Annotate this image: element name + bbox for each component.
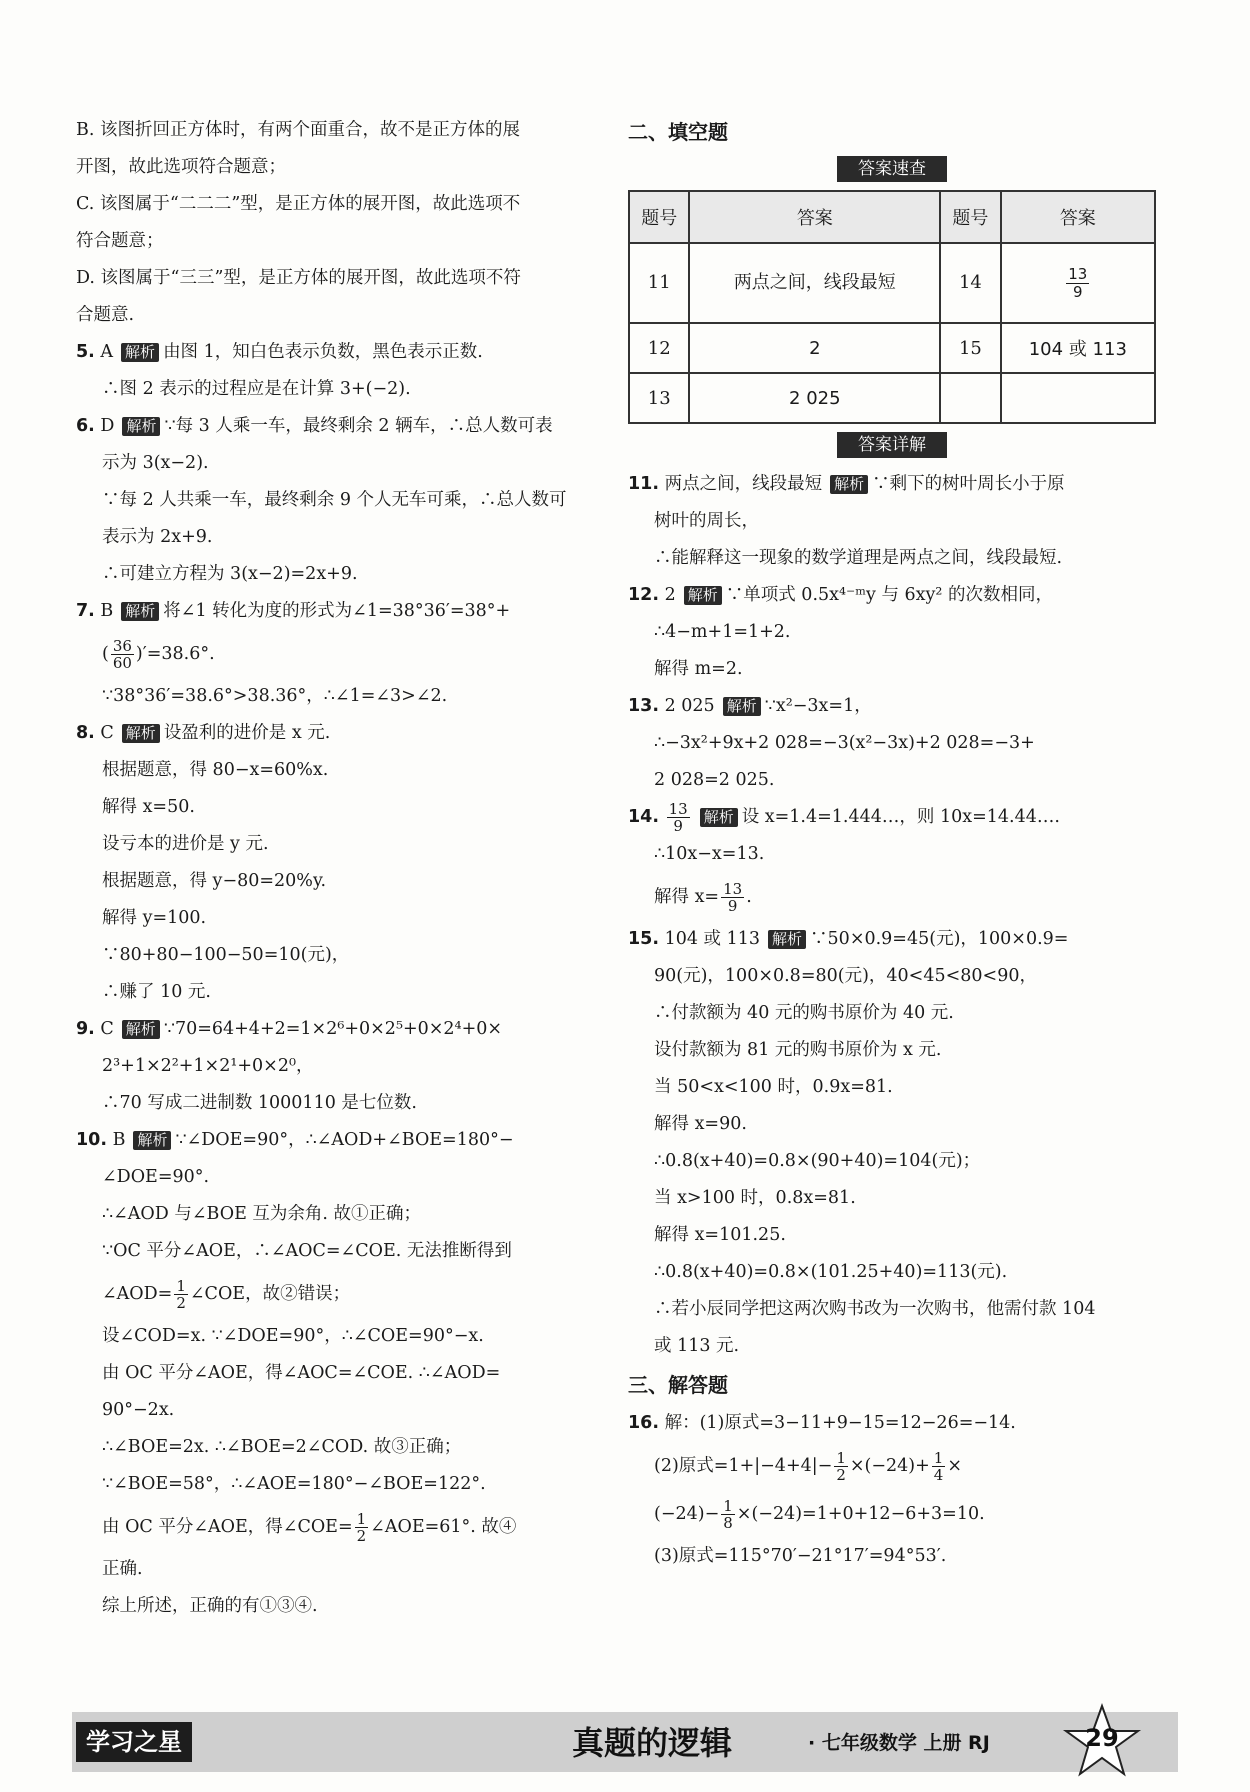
cell-number: 13	[629, 373, 689, 423]
section-answer-heading: 三、解答题	[628, 1373, 728, 1397]
line-text: 树叶的周长，	[654, 511, 759, 531]
fraction: $\frac{36}{60}$	[112, 636, 132, 672]
fraction: $\frac{1}{2}$	[836, 1448, 846, 1484]
solution-line	[628, 1106, 1156, 1143]
solution-line	[628, 614, 1156, 651]
analysis-tag: 解析	[133, 1131, 171, 1150]
solution-line	[76, 1392, 606, 1429]
line-text: ∴0.8(x+40)=0.8×(101.25+40)=113(元).	[654, 1262, 1008, 1282]
line-text: B. 该图折回正方体时，有两个面重合，故不是正方体的展	[76, 120, 520, 140]
footer-slogan: 真题的逻辑	[572, 1724, 733, 1762]
line-text: 解得 x=90.	[654, 1114, 747, 1134]
item-number: 11.	[628, 474, 660, 494]
solution-line	[628, 540, 1156, 577]
line-text: 解：(1)原式=3−11+9−15=12−26=−14.	[664, 1413, 1016, 1433]
solution-line	[76, 149, 606, 186]
line-text: ∴付款额为 40 元的购书原价为 40 元.	[654, 1003, 954, 1023]
solution-line	[628, 958, 1156, 995]
line-text: ∠AOD= $\frac{1}{2}$ ∠COE，故②错误；	[102, 1276, 351, 1312]
line-text: 表示为 2x+9.	[102, 527, 213, 547]
line-text: (2)原式=1+|−4+4|− $\frac{1}{2}$ ×(−24)+ $\frac{1}{4}$ ×	[654, 1448, 962, 1484]
item-answer: 2 025	[664, 696, 715, 716]
line-text: 合题意.	[76, 305, 135, 325]
solution-line	[76, 1355, 606, 1392]
answer-table	[628, 190, 1156, 424]
solution-item-start	[76, 715, 606, 752]
line-text: 解得 x= $\frac{13}{9}$ .	[654, 879, 752, 915]
solution-line	[76, 556, 606, 593]
cell-number: 15	[940, 323, 1000, 373]
line-text: 2³+1×2²+1×2¹+0×2⁰，	[102, 1056, 314, 1076]
solution-line	[76, 1466, 606, 1503]
analysis-tag: 解析	[121, 343, 159, 362]
cell-number: 11	[629, 243, 689, 323]
solution-line	[628, 762, 1156, 799]
item-number: 9.	[76, 1019, 95, 1039]
line-text: 解得 m=2.	[654, 659, 743, 679]
line-text: 或 113 元.	[654, 1336, 740, 1356]
line-text: 解得 y=100.	[102, 908, 207, 928]
solution-line	[76, 1588, 606, 1625]
solution-line	[76, 630, 606, 678]
item-number: 5.	[76, 342, 95, 362]
cell-answer: 104 或 113	[1001, 323, 1155, 373]
line-text: ∴4−m+1=1+2.	[654, 622, 791, 642]
analysis-tag: 解析	[700, 808, 738, 827]
solution-line	[628, 1328, 1156, 1365]
item-number: 7.	[76, 601, 95, 621]
analysis-tag: 解析	[768, 930, 806, 949]
item-number: 6.	[76, 416, 95, 436]
line-text: ∴能解释这一现象的数学道理是两点之间，线段最短.	[654, 548, 1063, 568]
solution-item-start	[628, 1405, 1156, 1442]
cell-number: 12	[629, 323, 689, 373]
line-text: 解得 x=50.	[102, 797, 195, 817]
solution-line	[628, 1291, 1156, 1328]
solution-line	[76, 1196, 606, 1233]
page-number: 29	[1085, 1724, 1119, 1752]
item-number: 15.	[628, 929, 660, 949]
line-text: ∴10x−x=13.	[654, 844, 765, 864]
header-number-2: 题号	[940, 191, 1000, 243]
analysis-tag: 解析	[122, 417, 160, 436]
solution-line	[76, 297, 606, 334]
cell-answer: 2	[689, 323, 940, 373]
analysis-tag: 解析	[121, 602, 159, 621]
line-text: ∵单项式 0.5x⁴⁻ᵐy 与 6xy² 的次数相同，	[725, 585, 1053, 605]
cell-answer	[1001, 373, 1155, 423]
line-text: ∵x²−3x=1，	[764, 696, 872, 716]
solution-item-start	[76, 1122, 606, 1159]
solution-line	[628, 1143, 1156, 1180]
line-text: 当 x>100 时，0.8x=81.	[654, 1188, 856, 1208]
solution-item-start	[628, 688, 1156, 725]
solution-line	[76, 1233, 606, 1270]
solution-line	[76, 752, 606, 789]
solution-item-start	[628, 799, 1156, 836]
solution-line	[76, 937, 606, 974]
solution-line	[76, 112, 606, 149]
item-number: 8.	[76, 723, 95, 743]
line-text: 2 028=2 025.	[654, 770, 775, 790]
line-text: 示为 3(x−2).	[102, 453, 209, 473]
line-text: 设付款额为 81 元的购书原价为 x 元.	[654, 1040, 942, 1060]
answer-quick-check-banner: 答案速查	[837, 156, 947, 182]
answer-table-row	[629, 373, 1155, 423]
answer-table-row	[629, 323, 1155, 373]
solution-line	[628, 651, 1156, 688]
solution-item-start	[76, 334, 606, 371]
answer-table-row	[629, 243, 1155, 323]
line-text: ∵38°36′=38.6°>38.36°，∴∠1=∠3>∠2.	[102, 686, 448, 706]
analysis-tag: 解析	[830, 475, 868, 494]
item-answer: B	[112, 1130, 126, 1150]
item-answer: D	[100, 416, 115, 436]
line-text: ∵80+80−100−50=10(元)，	[102, 945, 350, 965]
solution-line	[628, 1538, 1156, 1575]
item-number: 10.	[76, 1130, 108, 1150]
line-text: 由图 1，知白色表示负数，黑色表示正数.	[163, 342, 483, 362]
analysis-tag: 解析	[122, 724, 160, 743]
solution-line	[76, 1159, 606, 1196]
solution-line	[76, 186, 606, 223]
analysis-tag: 解析	[122, 1020, 160, 1039]
fill-blank-solutions	[628, 466, 1156, 1365]
line-text: ∵∠BOE=58°，∴∠AOE=180°−∠BOE=122°.	[102, 1474, 486, 1494]
item-answer: 104 或 113	[664, 929, 761, 949]
line-text: ∴70 写成二进制数 1000110 是七位数.	[102, 1093, 417, 1113]
solution-line	[76, 678, 606, 715]
line-text: 当 50<x<100 时，0.9x=81.	[654, 1077, 893, 1097]
line-text: ∵∠DOE=90°，∴∠AOD+∠BOE=180°−	[175, 1130, 514, 1150]
line-text: ∴0.8(x+40)=0.8×(90+40)=104(元)；	[654, 1151, 981, 1171]
item-number: 12.	[628, 585, 660, 605]
solution-line	[76, 826, 606, 863]
solution-line	[76, 482, 606, 519]
line-text: ∠DOE=90°.	[102, 1167, 210, 1187]
solution-item-start	[76, 408, 606, 445]
line-text: 综上所述，正确的有①③④.	[102, 1596, 318, 1616]
problem-16-solution	[628, 1405, 1156, 1575]
answer-table-header	[629, 191, 1155, 243]
item-number: 13.	[628, 696, 660, 716]
line-text: (−24)− $\frac{1}{8}$ ×(−24)=1+0+12−6+3=10.	[654, 1496, 985, 1532]
line-text: ∴∠AOD 与∠BOE 互为余角. 故①正确；	[102, 1204, 422, 1224]
line-text: 将∠1 转化为度的形式为∠1=38°36′=38°+	[163, 601, 511, 621]
solution-line	[76, 1318, 606, 1355]
line-text: 设∠COD=x. ∵∠DOE=90°，∴∠COE=90°−x.	[102, 1326, 484, 1346]
item-answer	[665, 799, 692, 835]
line-text: 90°−2x.	[102, 1400, 175, 1420]
header-answer-1: 答案	[689, 191, 940, 243]
solution-item-start	[628, 921, 1156, 958]
fraction: $\frac{1}{8}$	[723, 1496, 733, 1532]
fraction: $\frac{13}{9}$	[1068, 265, 1088, 301]
solution-line	[76, 260, 606, 297]
fraction: $\frac{13}{9}$	[723, 879, 743, 915]
solution-line	[76, 1551, 606, 1588]
line-text: 由 OC 平分∠AOE，得∠COE= $\frac{1}{2}$ ∠AOE=61°. 故④	[102, 1509, 517, 1545]
analysis-tag: 解析	[684, 586, 722, 605]
fraction: $\frac{1}{4}$	[933, 1448, 944, 1484]
line-text: ∵剩下的树叶周长小于原	[872, 474, 1065, 494]
solution-line	[628, 1254, 1156, 1291]
solution-line	[76, 223, 606, 260]
cell-number	[940, 373, 1000, 423]
item-number: 14.	[628, 807, 660, 827]
line-text: ∵每 3 人乘一车，最终剩余 2 辆车，∴总人数可表	[164, 416, 553, 436]
section-fill-blank-heading: 二、填空题	[628, 120, 728, 144]
solution-line	[76, 863, 606, 900]
item-answer: C	[100, 1019, 114, 1039]
item-number: 16.	[628, 1413, 660, 1433]
solution-line	[76, 371, 606, 408]
line-text: (3)原式=115°70′−21°17′=94°53′.	[654, 1546, 947, 1566]
line-text: ( $\frac{36}{60}$ )′=38.6°.	[102, 636, 215, 672]
line-text: ∵70=64+4+2=1×2⁶+0×2⁵+0×2⁴+0×	[163, 1019, 503, 1039]
solution-line	[628, 1180, 1156, 1217]
solution-line	[628, 1490, 1156, 1538]
book-title: · 七年级数学 上册 RJ	[808, 1732, 990, 1754]
solution-line	[628, 725, 1156, 762]
header-number-1: 题号	[629, 191, 689, 243]
line-text: D. 该图属于“三三”型，是正方体的展开图，故此选项不符	[76, 268, 521, 288]
line-text: ∴图 2 表示的过程应是在计算 3+(−2).	[102, 379, 411, 399]
line-text: 90(元)，100×0.8=80(元)，40<45<80<90，	[654, 966, 1037, 986]
solution-line	[628, 1032, 1156, 1069]
line-text: ∴赚了 10 元.	[102, 982, 211, 1002]
line-text: 设 x=1.4̇=1.444…，则 10x=14.44….	[741, 807, 1060, 827]
item-answer: A	[100, 342, 114, 362]
line-text: ∵每 2 人共乘一车，最终剩余 9 个人无车可乘，∴总人数可	[102, 490, 567, 510]
line-text: 设亏本的进价是 y 元.	[102, 834, 269, 854]
item-answer: B	[100, 601, 114, 621]
line-text: ∴∠BOE=2x. ∴∠BOE=2∠COD. 故③正确；	[102, 1437, 462, 1457]
line-text: ∴−3x²+9x+2 028=−3(x²−3x)+2 028=−3+	[654, 733, 1035, 753]
line-text: 符合题意；	[76, 231, 164, 251]
analysis-tag: 解析	[723, 697, 761, 716]
solution-line	[76, 1429, 606, 1466]
solution-item-start	[628, 577, 1156, 614]
solution-line	[76, 789, 606, 826]
line-text: ∵50×0.9=45(元)，100×0.9=	[810, 929, 1069, 949]
line-text: 由 OC 平分∠AOE，得∠AOC=∠COE. ∴∠AOD=	[102, 1363, 501, 1383]
line-text: 根据题意，得 y−80=20%y.	[102, 871, 327, 891]
solution-line	[76, 1085, 606, 1122]
solution-line	[628, 836, 1156, 873]
line-text: ∵OC 平分∠AOE，∴∠AOC=∠COE. 无法推断得到	[102, 1241, 512, 1261]
item-answer: 2	[664, 585, 676, 605]
line-text: 开图，故此选项符合题意；	[76, 157, 286, 177]
left-column	[76, 112, 606, 1625]
item-answer: 两点之间，线段最短	[664, 474, 823, 494]
brand-logo: 学习之星	[76, 1722, 192, 1762]
solution-line	[76, 445, 606, 482]
solution-line	[76, 900, 606, 937]
solution-item-start	[628, 466, 1156, 503]
fraction: $\frac{1}{2}$	[356, 1509, 367, 1545]
solution-item-start	[76, 1011, 606, 1048]
solution-line	[628, 995, 1156, 1032]
solution-line	[628, 1069, 1156, 1106]
cell-answer	[1001, 243, 1155, 323]
line-text: 设盈利的进价是 x 元.	[163, 723, 331, 743]
solution-line	[628, 1442, 1156, 1490]
right-column	[628, 112, 1156, 1575]
line-text: 解得 x=101.25.	[654, 1225, 786, 1245]
line-text: ∴若小辰同学把这两次购书改为一次购书，他需付款 104	[654, 1299, 1096, 1319]
solution-line	[76, 1048, 606, 1085]
line-text: 根据题意，得 80−x=60%x.	[102, 760, 329, 780]
header-answer-2: 答案	[1001, 191, 1155, 243]
solution-line	[76, 519, 606, 556]
cell-answer: 2 025	[689, 373, 940, 423]
cell-number: 14	[940, 243, 1000, 323]
solution-item-start	[76, 593, 606, 630]
cell-answer: 两点之间，线段最短	[689, 243, 940, 323]
line-text: ∴可建立方程为 3(x−2)=2x+9.	[102, 564, 358, 584]
fraction: $\frac{13}{9}$	[668, 799, 688, 835]
solution-line	[628, 873, 1156, 921]
line-text: C. 该图属于“二二二”型，是正方体的展开图，故此选项不	[76, 194, 521, 214]
page-footer	[72, 1712, 1178, 1772]
answer-detail-banner: 答案详解	[837, 432, 947, 458]
solution-line	[76, 1270, 606, 1318]
solution-line	[628, 1217, 1156, 1254]
fraction: $\frac{1}{2}$	[176, 1276, 186, 1312]
item-answer: C	[100, 723, 114, 743]
line-text: 正确.	[102, 1559, 143, 1579]
solution-line	[76, 1503, 606, 1551]
solution-line	[76, 974, 606, 1011]
solution-line	[628, 503, 1156, 540]
